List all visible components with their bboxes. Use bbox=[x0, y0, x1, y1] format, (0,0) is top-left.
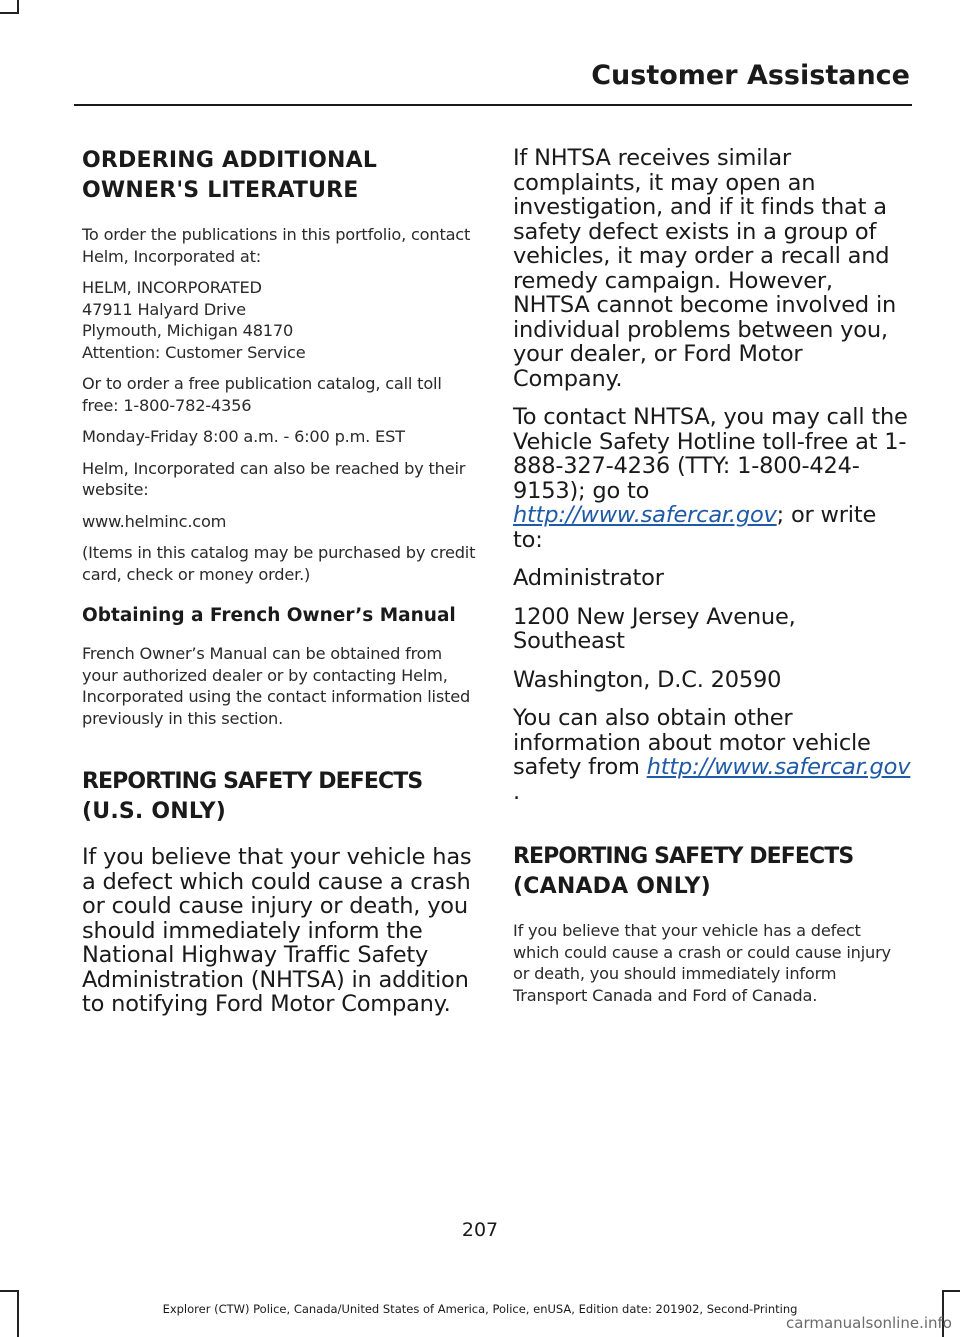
crop-mark bbox=[0, 1290, 19, 1292]
safercar-link[interactable]: http://www.safercar.gov bbox=[646, 754, 911, 780]
page-title: Customer Assistance bbox=[591, 60, 910, 91]
ordering-literature-heading: ORDERING ADDITIONAL OWNER'S LITERATURE bbox=[82, 148, 378, 203]
website-text: www.helminc.com bbox=[82, 511, 227, 531]
watermark: carmanualsonline.info bbox=[786, 1314, 952, 1332]
french-manual-text: French Owner’s Manual can be obtained from your authorized dealer or by contacting Helm, Incorporated using the contact information listed previously in this section. bbox=[82, 644, 471, 728]
payment-text: (Items in this catalog may be purchased by credit card, check or money order.) bbox=[82, 543, 476, 584]
canada-safety-defects-heading: REPORTING SAFETY DEFECTS (CANADA ONLY) bbox=[513, 844, 854, 899]
intro-text: To order the publications in this portfolio, contact Helm, Incorporated at: bbox=[82, 225, 471, 266]
us-defect-text: If you believe that your vehicle has a defect which could cause a crash or could cause injury or death, you should immediately inform the National Highway Traffic Safety Administration (NHTSA) in addition to notifying Ford Motor Company. bbox=[82, 844, 472, 1017]
safercar-link[interactable]: http://www.safercar.gov bbox=[513, 502, 777, 528]
other-info-text: You can also obtain other information about motor vehicle safety from http://www.safercar.gov . bbox=[513, 705, 911, 805]
crop-mark bbox=[17, 0, 19, 14]
website-intro-text: Helm, Incorporated can also be reached by their website: bbox=[82, 458, 466, 499]
canada-defect-text: If you believe that your vehicle has a defect which could cause a crash or could cause injury or death, you should immediately inform Transport Canada and Ford of Canada. bbox=[513, 921, 891, 1005]
edition-footer: Explorer (CTW) Police, Canada/United States of America, Police, enUSA, Edition date: 201902, Second-Printing bbox=[162, 1302, 798, 1316]
crop-mark bbox=[942, 1290, 960, 1292]
french-manual-subheading: Obtaining a French Owner’s Manual bbox=[82, 605, 456, 626]
street-text: 1200 New Jersey Avenue, Southeast bbox=[513, 603, 796, 654]
city-text: Washington, D.C. 20590 bbox=[513, 666, 782, 693]
right-column bbox=[513, 146, 911, 1016]
page-number: 207 bbox=[461, 1219, 499, 1241]
us-safety-defects-heading: REPORTING SAFETY DEFECTS (U.S. ONLY) bbox=[82, 769, 423, 824]
hours-text: Monday-Friday 8:00 a.m. - 6:00 p.m. EST bbox=[82, 427, 405, 446]
crop-mark bbox=[0, 12, 17, 14]
header-divider bbox=[74, 104, 912, 106]
left-column bbox=[82, 146, 477, 1031]
administrator-text: Administrator bbox=[513, 565, 664, 591]
nhtsa-contact-text: To contact NHTSA, you may call the Vehicle Safety Hotline toll-free at 1-888-327-4236 (TTY: 1-800-424-9153); go to http://www.safercar.gov; or write to: bbox=[513, 404, 908, 553]
nhtsa-investigation-text: If NHTSA receives similar complaints, it may open an investigation, and if it finds that a safety defect exists in a group of vehicles, it may order a recall and remedy campaign. However, NHTSA cannot become involved in individual problems between you, your dealer, or Ford Motor Company. bbox=[513, 145, 897, 392]
helm-address: HELM, INCORPORATED 47911 Halyard Drive Plymouth, Michigan 48170 Attention: Customer Service bbox=[82, 278, 306, 362]
catalog-phone-text: Or to order a free publication catalog, call toll free: 1-800-782-4356 bbox=[82, 374, 442, 415]
